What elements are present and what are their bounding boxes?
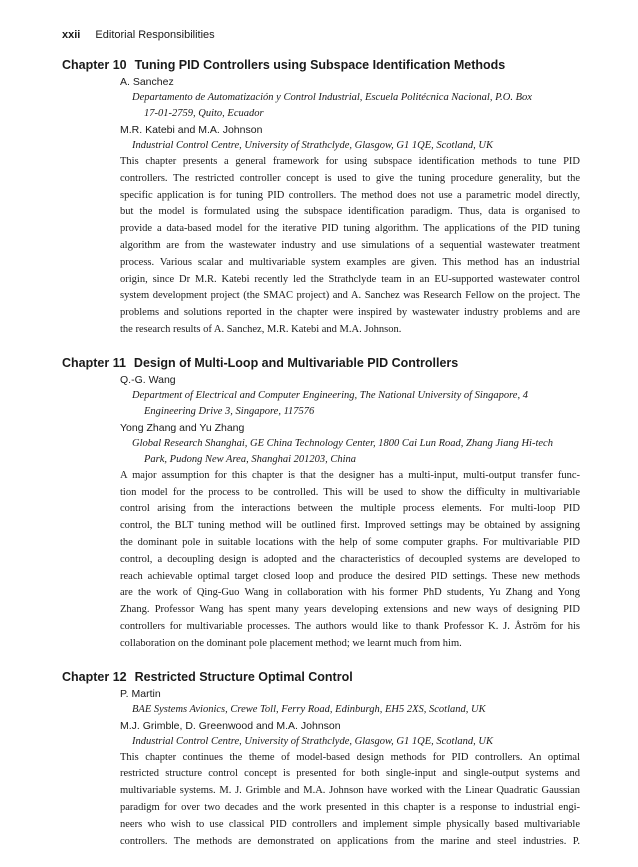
author-affiliation xyxy=(120,90,580,122)
description-line: collaboration on the dominant pole placement method; we learnt much from him. xyxy=(120,637,462,649)
description-line: provide a data-based model for the iterative PID tuning algorithm. The applications of the PID tuning xyxy=(120,223,580,235)
author-names: P. Martin xyxy=(120,687,161,700)
author-affiliation xyxy=(120,702,580,718)
author-affiliation xyxy=(120,138,580,154)
chapter-number: Chapter 12 xyxy=(62,669,127,684)
chapter-heading xyxy=(62,58,580,73)
description-line: control, the BLT tuning method will be outlined first. Improved settings may be obtained by assigning xyxy=(120,520,580,532)
affiliation-line: Departamento de Automatización y Control Industrial, Escuela Politécnica Nacional, P.O. Box xyxy=(132,92,532,103)
running-head-title: Editorial Responsibilities xyxy=(95,29,215,41)
author-names: M.J. Grimble, D. Greenwood and M.A. Johnson xyxy=(120,719,341,732)
chapter-number: Chapter 11 xyxy=(62,355,126,370)
author-affiliation xyxy=(120,734,580,750)
description-line: system development project (the SMAC project) and A. Sanchez was Research Fellow on the project. The xyxy=(120,290,580,302)
description-line: are the work of Qing-Guo Wang in collaboration with his former PhD students, Yu Zhang and Yong xyxy=(120,587,580,599)
chapter-body xyxy=(62,372,580,653)
author-affiliation xyxy=(120,388,580,420)
author-names: M.R. Katebi and M.A. Johnson xyxy=(120,124,263,136)
running-head xyxy=(62,28,580,42)
chapter-description xyxy=(120,468,580,653)
affiliation-line: Industrial Control Centre, University of Strathclyde, Glasgow, G1 1QE, Scotland, UK xyxy=(132,735,493,747)
description-line: specific application is for tuning PID controllers. The method does not use a parametric model directly, xyxy=(120,189,580,201)
description-line: control arising from the interactions between the multiple process elements. For multi-loop PID xyxy=(120,503,580,515)
affiliation-line: Global Research Shanghai, GE China Technology Center, 1800 Cai Lun Road, Zhang Jiang Hi-tech xyxy=(132,437,553,449)
affiliation-line: BAE Systems Avionics, Crewe Toll, Ferry Road, Edinburgh, EH5 2XS, Scotland, UK xyxy=(132,703,486,715)
author-names: A. Sanchez xyxy=(120,76,174,88)
author-affiliation xyxy=(120,436,580,468)
chapter-section xyxy=(62,670,580,851)
author-names: Q.-G. Wang xyxy=(120,373,176,386)
affiliation-line: Engineering Drive 3, Singapore, 117576 xyxy=(144,405,315,417)
affiliation-line: Department of Electrical and Computer Engineering, The National University of Singapore, 4 xyxy=(132,389,528,401)
description-line: reach achievable optimal target closed loop and produce the desired PID settings. These new methods xyxy=(120,570,580,582)
description-line: neers who wish to use classical PID controllers and implement simple physically based multivariable xyxy=(120,818,580,830)
description-line: algorithm are from the wastewater industry and use simulations of a sequential wastewater treatment xyxy=(120,239,580,251)
description-line: controllers for multivariable processes. The authors would like to thank Professor K. J. Åström for his xyxy=(120,620,580,632)
description-line: multivariable systems. M. J. Grimble and M.A. Johnson have worked with the Linear Quadratic Gaussian xyxy=(120,785,580,797)
affiliation-line: Park, Pudong New Area, Shanghai 201203, China xyxy=(144,453,357,465)
description-line: restricted structure control concept is presented for both single-input and single-output systems and xyxy=(120,768,580,780)
chapter-body xyxy=(62,686,580,851)
chapter-list xyxy=(62,58,580,850)
description-line: paradigm for over two decades and the work presented in this chapter is a response to industrial engi- xyxy=(120,801,580,813)
chapter-heading xyxy=(62,670,580,685)
description-line: This chapter presents a general framework for using subspace identification methods to tune PID xyxy=(120,156,580,167)
chapter-heading xyxy=(62,356,580,371)
chapter-number: Chapter 10 xyxy=(62,58,127,72)
description-line: tion model for the process to be controlled. This will be used to show the difficulty in multivariable xyxy=(120,486,580,498)
description-line: control, a decoupling design is adopted and the characteristics of decoupled systems are developed to xyxy=(120,553,580,565)
chapter-title: Restricted Structure Optimal Control xyxy=(134,669,353,684)
author-names: Yong Zhang and Yu Zhang xyxy=(120,421,245,434)
description-line: the research results of A. Sanchez, M.R. Katebi and M.A. Johnson. xyxy=(120,323,402,335)
chapter-title: Design of Multi-Loop and Multivariable PID Controllers xyxy=(133,355,459,370)
chapter-section xyxy=(62,356,580,653)
page xyxy=(62,28,580,867)
affiliation-line: 17-01-2759, Quito, Ecuador xyxy=(144,108,264,119)
description-line: controllers. The restricted controller concept is used to give the tuning procedure generality, but the xyxy=(120,172,580,184)
description-line: controllers. The methods are demonstrated on applications from the marine and steel industries. P. xyxy=(120,835,580,847)
description-line: the dominant pole in suitable locations with the help of some computer graphs. For multivariable PID xyxy=(120,536,580,548)
description-line: This chapter continues the theme of model-based design methods for PID controllers. An optimal xyxy=(120,751,580,763)
description-line: problems and solutions reported in the chapter were inspired by wastewater industry problems and are xyxy=(120,307,580,319)
chapter-title: Tuning PID Controllers using Subspace Identification Methods xyxy=(134,58,506,72)
description-line: Zhang. Professor Wang has spent many years developing extensions and new ways of designing PID xyxy=(120,604,580,616)
description-line: origin, since Dr M.R. Katebi recently led the Strathclyde team in an EU-supported wastewater control xyxy=(120,273,580,285)
affiliation-line: Industrial Control Centre, University of Strathclyde, Glasgow, G1 1QE, Scotland, UK xyxy=(132,140,493,151)
chapter-description xyxy=(120,154,580,339)
page-number: xxii xyxy=(62,29,81,41)
chapter-description xyxy=(120,750,580,851)
chapter-section xyxy=(62,58,580,339)
description-line: but the model is formulated using the subspace identification paradigm. Thus, data is organised to xyxy=(120,206,580,218)
description-line: A major assumption for this chapter is that the designer has a multi-input, multi-output transfer func- xyxy=(120,469,580,481)
chapter-body xyxy=(62,74,580,339)
description-line: process. Various scalar and multivariable system examples are given. This method has an industrial xyxy=(120,256,580,268)
